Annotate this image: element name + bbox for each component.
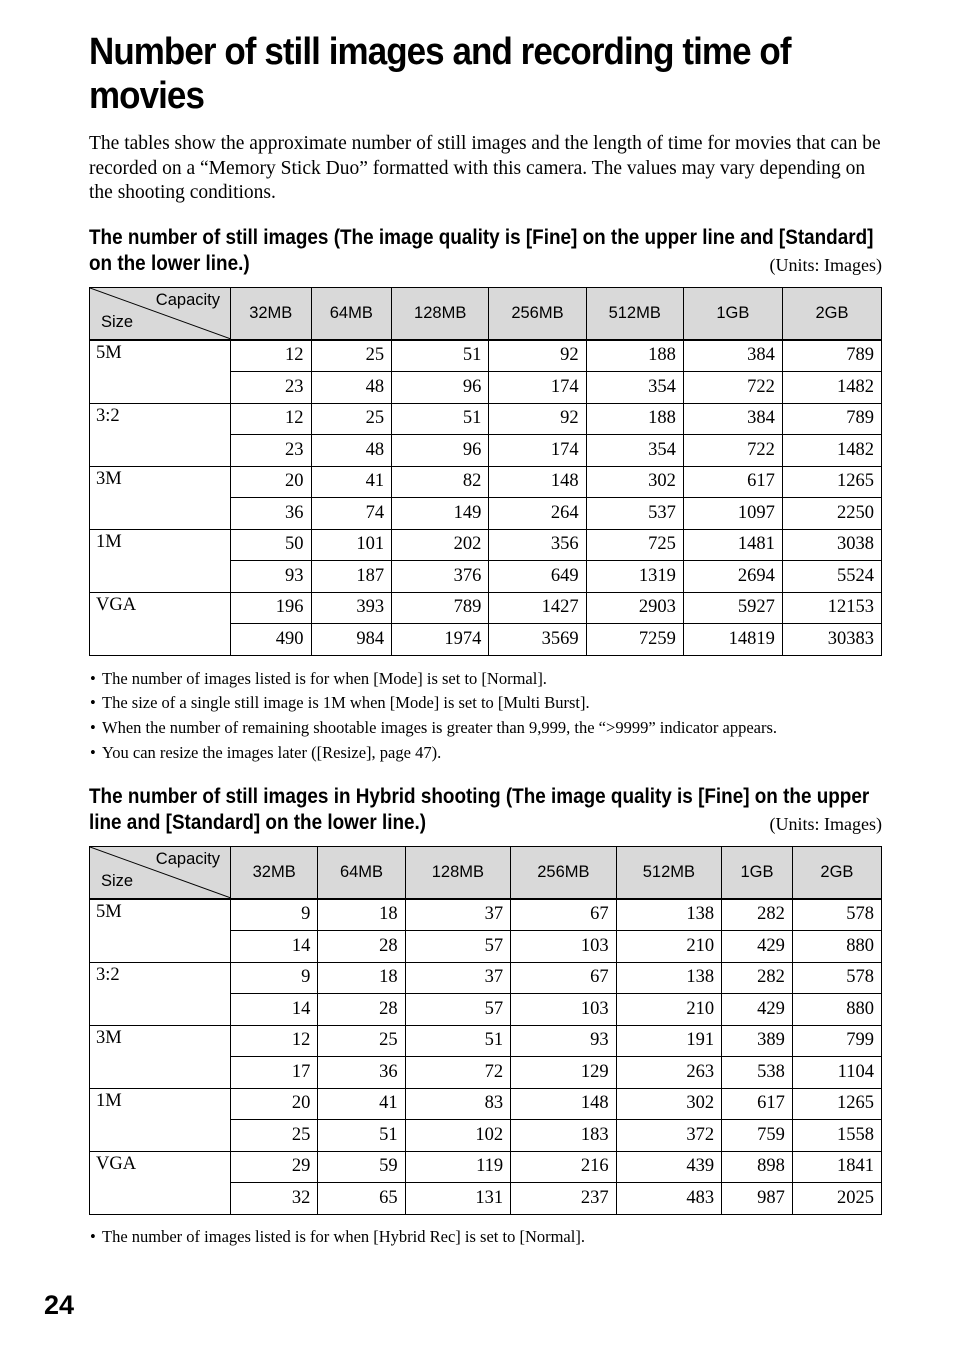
value-cell: 302	[586, 466, 683, 498]
value-cell: 51	[405, 1025, 510, 1057]
note-item: • The number of images listed is for when [Mode] is set to [Normal].	[89, 667, 882, 692]
value-cell: 216	[511, 1151, 616, 1183]
value-cell: 302	[616, 1088, 721, 1120]
table2-body	[90, 899, 882, 1215]
value-cell: 196	[231, 592, 312, 624]
value-cell: 1097	[683, 498, 782, 530]
value-cell: 3038	[782, 529, 881, 561]
column-header: 128MB	[392, 287, 489, 340]
value-cell: 191	[616, 1025, 721, 1057]
value-cell: 17	[231, 1057, 318, 1089]
table1-heading-block	[89, 225, 882, 277]
value-cell: 1265	[792, 1088, 881, 1120]
column-header: 1GB	[722, 846, 793, 899]
size-label: Size	[101, 312, 134, 331]
value-cell: 210	[616, 994, 721, 1026]
value-cell: 9	[231, 962, 318, 994]
value-cell: 538	[722, 1057, 793, 1089]
value-cell: 102	[405, 1120, 510, 1152]
value-cell: 96	[392, 435, 489, 467]
size-cell: VGA	[90, 1151, 231, 1214]
value-cell: 20	[231, 466, 312, 498]
value-cell: 880	[792, 931, 881, 963]
table2-heading-block	[89, 784, 882, 836]
value-cell: 14819	[683, 624, 782, 656]
value-cell: 103	[511, 994, 616, 1026]
value-cell: 41	[311, 466, 392, 498]
value-cell: 987	[722, 1183, 793, 1215]
value-cell: 50	[231, 529, 312, 561]
value-cell: 7259	[586, 624, 683, 656]
value-cell: 25	[311, 340, 392, 372]
value-cell: 789	[782, 403, 881, 435]
value-cell: 23	[231, 372, 312, 404]
value-cell: 264	[489, 498, 586, 530]
table1-heading: The number of still images (The image quality is [Fine] on the upper line and [Standard] on the lower line.)	[89, 225, 874, 275]
value-cell: 12	[231, 340, 312, 372]
page-number: 24	[44, 1290, 75, 1320]
table-row-fine	[90, 592, 882, 624]
value-cell: 92	[489, 403, 586, 435]
table2-notes	[89, 1225, 882, 1250]
table-row-fine	[90, 1025, 882, 1057]
value-cell: 5927	[683, 592, 782, 624]
value-cell: 1558	[792, 1120, 881, 1152]
column-header: 512MB	[586, 287, 683, 340]
capacity-label: Capacity	[155, 849, 220, 868]
table2-units: (Units: Images)	[769, 813, 882, 834]
value-cell: 1974	[392, 624, 489, 656]
table-row-fine	[90, 340, 882, 372]
value-cell: 41	[318, 1088, 405, 1120]
value-cell: 1482	[782, 372, 881, 404]
value-cell: 18	[318, 962, 405, 994]
value-cell: 93	[511, 1025, 616, 1057]
value-cell: 389	[722, 1025, 793, 1057]
value-cell: 617	[722, 1088, 793, 1120]
value-cell: 30383	[782, 624, 881, 656]
value-cell: 14	[231, 931, 318, 963]
table-row-fine	[90, 529, 882, 561]
note-item: • The number of images listed is for when [Hybrid Rec] is set to [Normal].	[89, 1225, 882, 1250]
value-cell: 12	[231, 403, 312, 435]
value-cell: 65	[318, 1183, 405, 1215]
value-cell: 83	[405, 1088, 510, 1120]
value-cell: 789	[782, 340, 881, 372]
value-cell: 96	[392, 372, 489, 404]
value-cell: 1319	[586, 561, 683, 593]
value-cell: 483	[616, 1183, 721, 1215]
column-header: 32MB	[231, 846, 318, 899]
value-cell: 5524	[782, 561, 881, 593]
value-cell: 148	[511, 1088, 616, 1120]
value-cell: 210	[616, 931, 721, 963]
value-cell: 1265	[782, 466, 881, 498]
value-cell: 138	[616, 899, 721, 931]
value-cell: 183	[511, 1120, 616, 1152]
value-cell: 129	[511, 1057, 616, 1089]
value-cell: 384	[683, 403, 782, 435]
value-cell: 1482	[782, 435, 881, 467]
value-cell: 103	[511, 931, 616, 963]
value-cell: 354	[586, 372, 683, 404]
value-cell: 2694	[683, 561, 782, 593]
column-header: 64MB	[311, 287, 392, 340]
value-cell: 51	[392, 340, 489, 372]
value-cell: 37	[405, 962, 510, 994]
value-cell: 36	[318, 1057, 405, 1089]
value-cell: 578	[792, 899, 881, 931]
size-cell: 1M	[90, 1088, 231, 1151]
column-header: 32MB	[231, 287, 312, 340]
manual-page	[89, 30, 882, 1249]
value-cell: 376	[392, 561, 489, 593]
value-cell: 25	[231, 1120, 318, 1152]
value-cell: 439	[616, 1151, 721, 1183]
value-cell: 372	[616, 1120, 721, 1152]
note-item: • The size of a single still image is 1M when [Mode] is set to [Multi Burst].	[89, 691, 882, 716]
size-cell: VGA	[90, 592, 231, 655]
capacity-label: Capacity	[155, 290, 220, 309]
table2-heading: The number of still images in Hybrid shooting (The image quality is [Fine] on the upper line and [Standard] on the lower line.)	[89, 784, 870, 834]
value-cell: 51	[392, 403, 489, 435]
value-cell: 984	[311, 624, 392, 656]
value-cell: 57	[405, 931, 510, 963]
value-cell: 12153	[782, 592, 881, 624]
value-cell: 354	[586, 435, 683, 467]
value-cell: 28	[318, 994, 405, 1026]
column-header: 2GB	[792, 846, 881, 899]
intro-paragraph: The tables show the approximate number of still images and the length of time for movies that can be recorded on a “Memory Stick Duo” formatted with this camera. The values may vary depending on the shooting conditions.	[89, 133, 881, 203]
value-cell: 48	[311, 372, 392, 404]
value-cell: 1427	[489, 592, 586, 624]
value-cell: 119	[405, 1151, 510, 1183]
column-header: 1GB	[683, 287, 782, 340]
still-images-table	[89, 287, 882, 656]
value-cell: 82	[392, 466, 489, 498]
value-cell: 722	[683, 435, 782, 467]
table-row-fine	[90, 403, 882, 435]
value-cell: 72	[405, 1057, 510, 1089]
value-cell: 2903	[586, 592, 683, 624]
value-cell: 725	[586, 529, 683, 561]
value-cell: 14	[231, 994, 318, 1026]
value-cell: 57	[405, 994, 510, 1026]
column-header: 256MB	[511, 846, 616, 899]
value-cell: 393	[311, 592, 392, 624]
value-cell: 188	[586, 340, 683, 372]
value-cell: 23	[231, 435, 312, 467]
value-cell: 188	[586, 403, 683, 435]
table2-header-row	[90, 846, 882, 899]
value-cell: 28	[318, 931, 405, 963]
value-cell: 18	[318, 899, 405, 931]
value-cell: 25	[318, 1025, 405, 1057]
value-cell: 48	[311, 435, 392, 467]
value-cell: 25	[311, 403, 392, 435]
column-header: 256MB	[489, 287, 586, 340]
value-cell: 12	[231, 1025, 318, 1057]
value-cell: 617	[683, 466, 782, 498]
size-cell: 5M	[90, 899, 231, 963]
value-cell: 3569	[489, 624, 586, 656]
value-cell: 131	[405, 1183, 510, 1215]
column-header: 128MB	[405, 846, 510, 899]
value-cell: 880	[792, 994, 881, 1026]
value-cell: 74	[311, 498, 392, 530]
value-cell: 20	[231, 1088, 318, 1120]
table-row-fine	[90, 1151, 882, 1183]
value-cell: 649	[489, 561, 586, 593]
size-cell: 3:2	[90, 962, 231, 1025]
column-header: 2GB	[782, 287, 881, 340]
value-cell: 2250	[782, 498, 881, 530]
table2-corner-cell	[90, 846, 231, 899]
table1-units: (Units: Images)	[769, 254, 882, 275]
value-cell: 759	[722, 1120, 793, 1152]
page-title: Number of still images and recording time of movies	[89, 31, 791, 117]
table-row-fine	[90, 466, 882, 498]
value-cell: 149	[392, 498, 489, 530]
value-cell: 36	[231, 498, 312, 530]
value-cell: 490	[231, 624, 312, 656]
value-cell: 722	[683, 372, 782, 404]
table-row-fine	[90, 1088, 882, 1120]
value-cell: 898	[722, 1151, 793, 1183]
value-cell: 799	[792, 1025, 881, 1057]
value-cell: 1841	[792, 1151, 881, 1183]
value-cell: 384	[683, 340, 782, 372]
note-item: • You can resize the images later ([Resize], page 47).	[89, 741, 882, 766]
hybrid-images-table	[89, 846, 882, 1215]
value-cell: 29	[231, 1151, 318, 1183]
value-cell: 578	[792, 962, 881, 994]
value-cell: 59	[318, 1151, 405, 1183]
column-header: 64MB	[318, 846, 405, 899]
value-cell: 237	[511, 1183, 616, 1215]
value-cell: 93	[231, 561, 312, 593]
value-cell: 101	[311, 529, 392, 561]
size-cell: 3M	[90, 466, 231, 529]
value-cell: 187	[311, 561, 392, 593]
value-cell: 92	[489, 340, 586, 372]
value-cell: 32	[231, 1183, 318, 1215]
value-cell: 356	[489, 529, 586, 561]
value-cell: 174	[489, 435, 586, 467]
table-row-fine	[90, 962, 882, 994]
value-cell: 537	[586, 498, 683, 530]
value-cell: 9	[231, 899, 318, 931]
value-cell: 263	[616, 1057, 721, 1089]
value-cell: 37	[405, 899, 510, 931]
size-cell: 3M	[90, 1025, 231, 1088]
value-cell: 282	[722, 899, 793, 931]
value-cell: 282	[722, 962, 793, 994]
table1-body	[90, 340, 882, 656]
value-cell: 429	[722, 931, 793, 963]
size-label: Size	[101, 871, 134, 890]
value-cell: 138	[616, 962, 721, 994]
value-cell: 174	[489, 372, 586, 404]
value-cell: 148	[489, 466, 586, 498]
value-cell: 429	[722, 994, 793, 1026]
size-cell: 3:2	[90, 403, 231, 466]
value-cell: 67	[511, 962, 616, 994]
table-row-fine	[90, 899, 882, 931]
table1-corner-cell	[90, 287, 231, 340]
value-cell: 1104	[792, 1057, 881, 1089]
value-cell: 1481	[683, 529, 782, 561]
size-cell: 5M	[90, 340, 231, 404]
value-cell: 202	[392, 529, 489, 561]
value-cell: 2025	[792, 1183, 881, 1215]
size-cell: 1M	[90, 529, 231, 592]
column-header: 512MB	[616, 846, 721, 899]
table1-header-row	[90, 287, 882, 340]
value-cell: 789	[392, 592, 489, 624]
value-cell: 51	[318, 1120, 405, 1152]
table1-notes	[89, 667, 882, 766]
value-cell: 67	[511, 899, 616, 931]
note-item: • When the number of remaining shootable images is greater than 9,999, the “>9999” indicator appears.	[89, 716, 882, 741]
